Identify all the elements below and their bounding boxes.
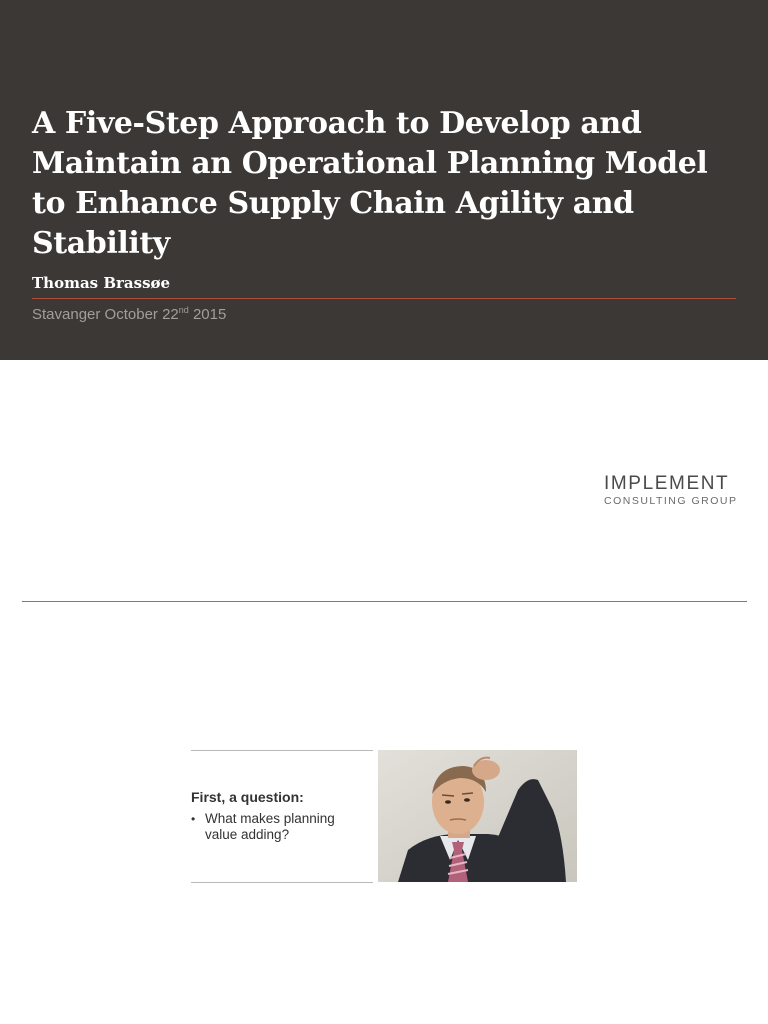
question-bullet-text: What makes planning value adding?	[205, 811, 335, 842]
event-date-text: Stavanger October 22	[32, 306, 179, 323]
presentation-title: A Five-Step Approach to Develop and Maintain an Operational Planning Model to Enhance Supply Chain Agility and Stability	[32, 106, 708, 261]
title-slide	[0, 0, 768, 360]
question-bottom-rule	[191, 882, 373, 883]
question-heading: First, a question:	[191, 789, 304, 805]
question-top-rule	[191, 750, 373, 751]
event-year: 2015	[188, 306, 227, 323]
implement-consulting-logo	[604, 473, 738, 508]
question-bullet	[191, 811, 361, 843]
man-scratching-head-photo	[378, 750, 577, 882]
logo-subtitle: CONSULTING GROUP	[604, 495, 738, 507]
accent-divider	[32, 298, 736, 299]
event-date-location	[32, 305, 226, 325]
author-name: Thomas Brassøe	[32, 274, 171, 292]
page-divider	[22, 601, 747, 602]
photo-illustration	[378, 750, 577, 882]
date-ordinal-suffix: nd	[178, 305, 189, 315]
bullet-marker: •	[191, 812, 196, 826]
logo-wordmark: IMPLEMENT	[604, 473, 730, 494]
